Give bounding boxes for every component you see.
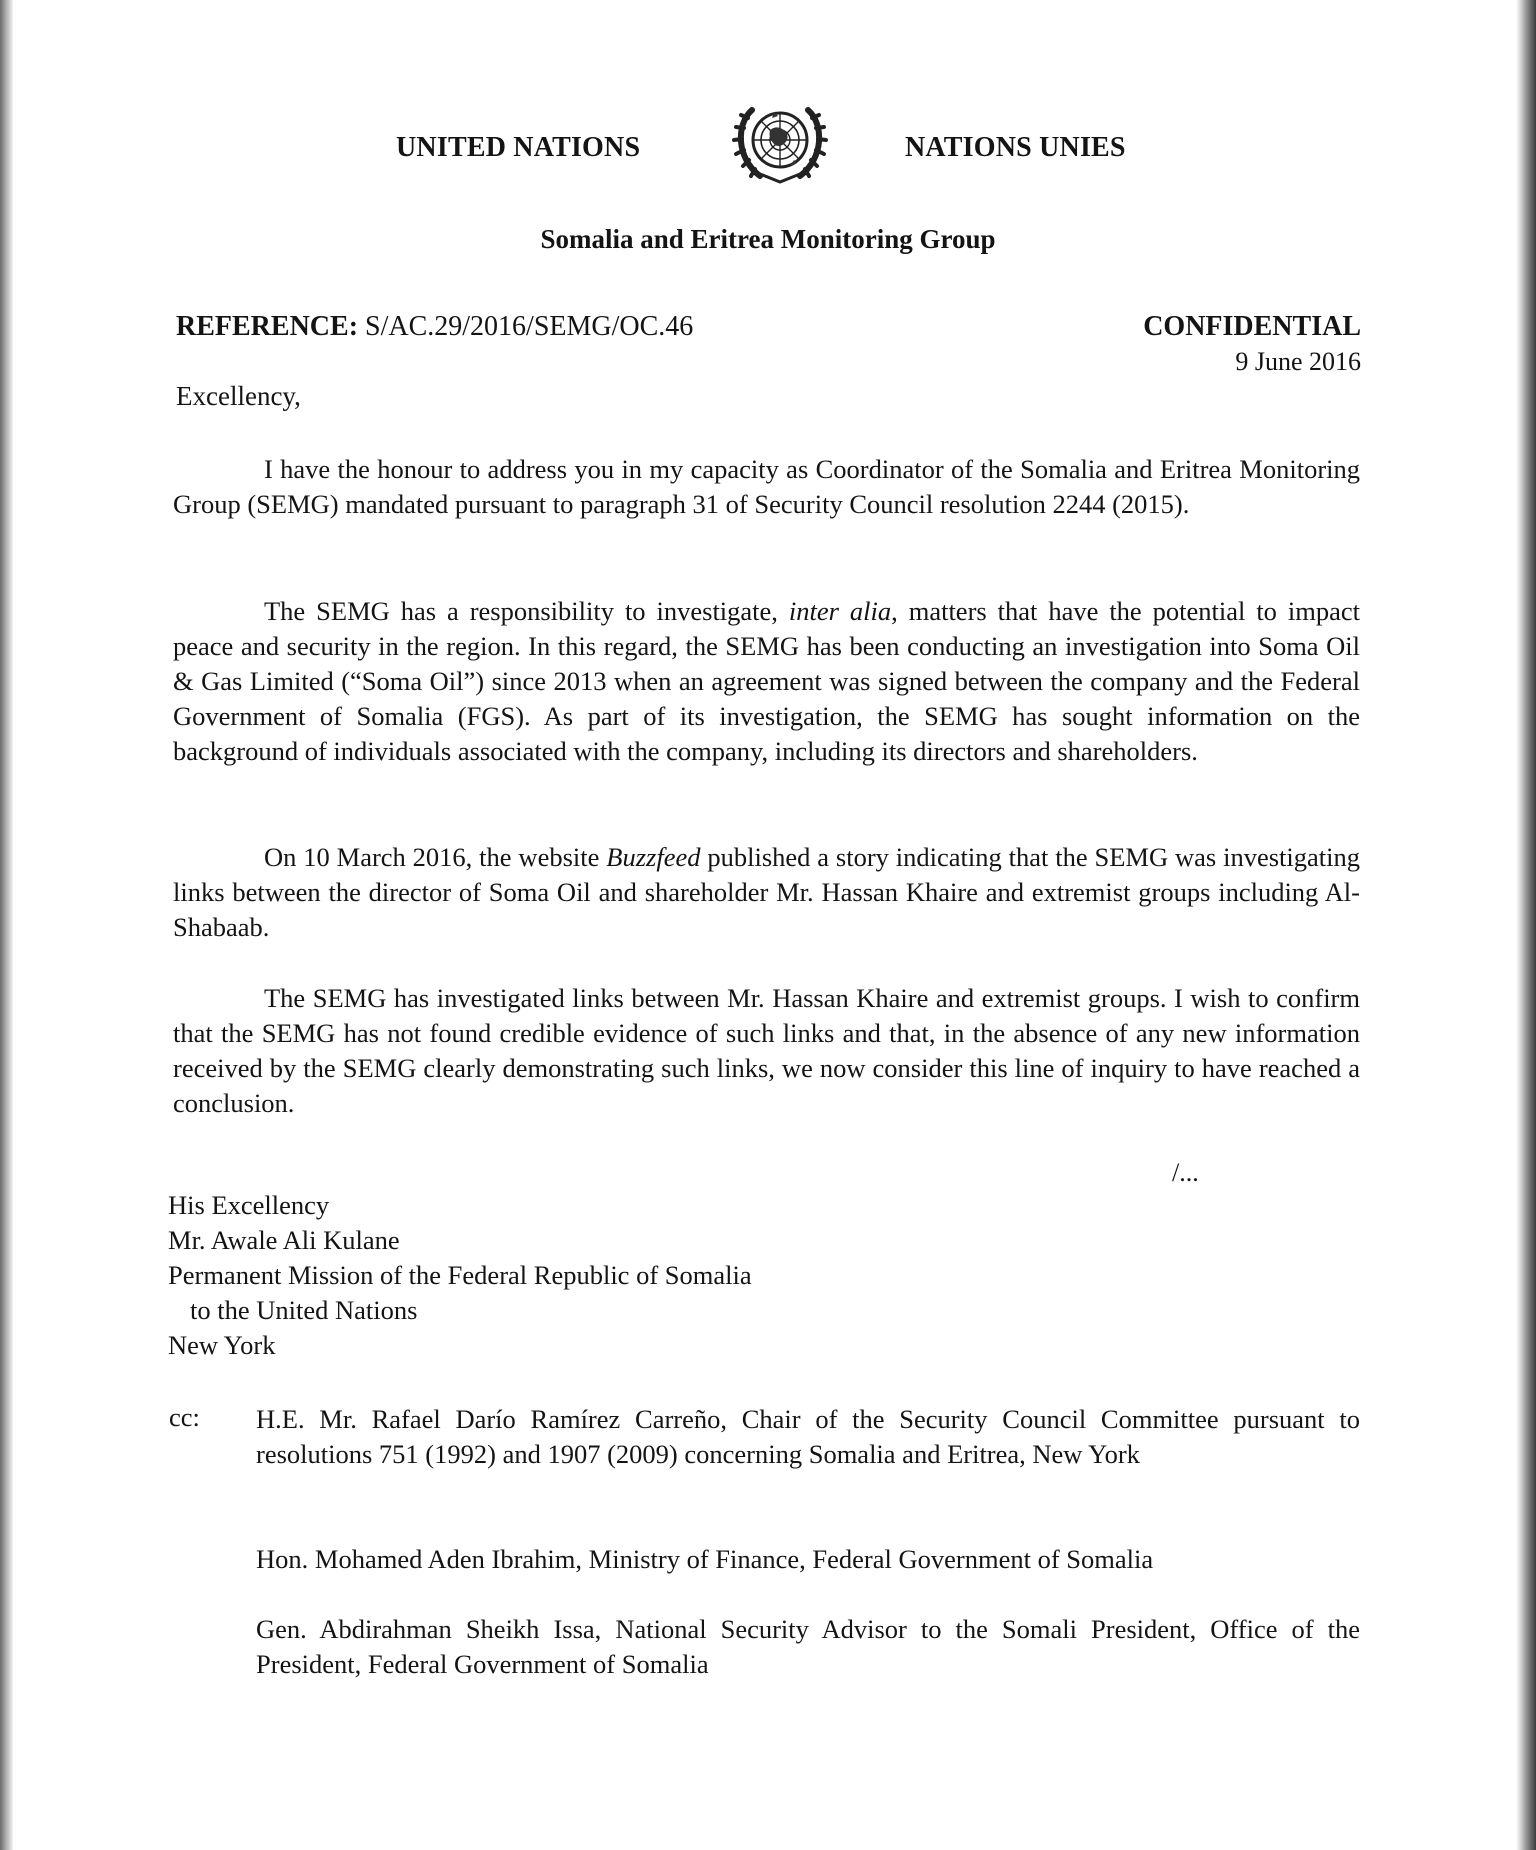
header-nations-unies: NATIONS UNIES: [905, 132, 1126, 163]
addressee-block: [168, 1188, 752, 1363]
addressee-line: New York: [168, 1330, 276, 1360]
reference-line: [176, 311, 693, 343]
un-emblem-icon: [730, 96, 830, 186]
addressee-line: Permanent Mission of the Federal Republic of Somalia: [168, 1260, 752, 1290]
paragraph-text: On 10 March 2016, the website: [264, 842, 607, 872]
italic-term-buzzfeed: Buzzfeed: [606, 842, 701, 872]
paragraph-text: The SEMG has a responsibility to investigate,: [264, 596, 789, 626]
reference-value: S/AC.29/2016/SEMG/OC.46: [365, 311, 694, 342]
paragraph-text: published a story indicating that the SEMG was investigating links between the director of Soma Oil and shareholder Mr. Hassan Khaire and extremist groups including Al-Shabaab.: [173, 842, 1360, 942]
paragraph-text: I have the honour to address you in my capacity as Coordinator of the Somalia and Eritrea Monitoring Group (SEMG) mandated pursuant to paragraph 31 of Security Council resolution 2244 (2015).: [173, 454, 1360, 519]
cc-recipient-2: Hon. Mohamed Aden Ibrahim, Ministry of Finance, Federal Government of Somalia: [256, 1544, 1154, 1574]
cc-recipient-3: Gen. Abdirahman Sheikh Issa, National Security Advisor to the Somali President, Office of the President, Federal Government of Somalia: [256, 1614, 1360, 1679]
continuation-mark: /...: [1172, 1158, 1199, 1187]
addressee-line: His Excellency: [168, 1190, 330, 1220]
letter-date: 9 June 2016: [1235, 347, 1361, 376]
header-united-nations: UNITED NATIONS: [396, 132, 641, 163]
cc-recipient-1: H.E. Mr. Rafael Darío Ramírez Carreño, Chair of the Security Council Committee pursuant to resolutions 751 (1992) and 1907 (2009) concerning Somalia and Eritrea, New York: [256, 1404, 1360, 1469]
paragraph-text: , matters that have the potential to impact peace and security in the region. In this regard, the SEMG has been conducting an investigation into Soma Oil & Gas Limited (“Soma Oil”) since 2013 when an agreement was signed between the company and the Federal Government of Somalia (FGS). As part of its investigation, the SEMG has sought information on the background of individuals associated with the company, including its directors and shareholders.: [173, 596, 1360, 766]
scan-edge-right: [1516, 0, 1536, 1850]
monitoring-group-title: Somalia and Eritrea Monitoring Group: [540, 224, 996, 254]
reference-label: REFERENCE:: [176, 311, 359, 342]
addressee-line: Mr. Awale Ali Kulane: [168, 1225, 400, 1255]
body-paragraph-1: [173, 452, 1360, 522]
salutation: Excellency,: [176, 381, 301, 411]
body-paragraph-3: [173, 840, 1360, 945]
paragraph-text: The SEMG has investigated links between Mr. Hassan Khaire and extremist groups. I wish to confirm that the SEMG has not found credible evidence of such links and that, in the absence of any new information received by the SEMG clearly demonstrating such links, we now consider this line of inquiry to have reached a conclusion.: [173, 983, 1360, 1118]
body-paragraph-2: [173, 594, 1360, 769]
body-paragraph-4: [173, 981, 1360, 1121]
cc-label: cc:: [169, 1402, 200, 1432]
italic-term-inter-alia: inter alia: [788, 596, 892, 626]
scan-edge-left: [0, 0, 13, 1850]
classification-label: CONFIDENTIAL: [1143, 311, 1361, 342]
addressee-line: to the United Nations: [190, 1295, 418, 1325]
